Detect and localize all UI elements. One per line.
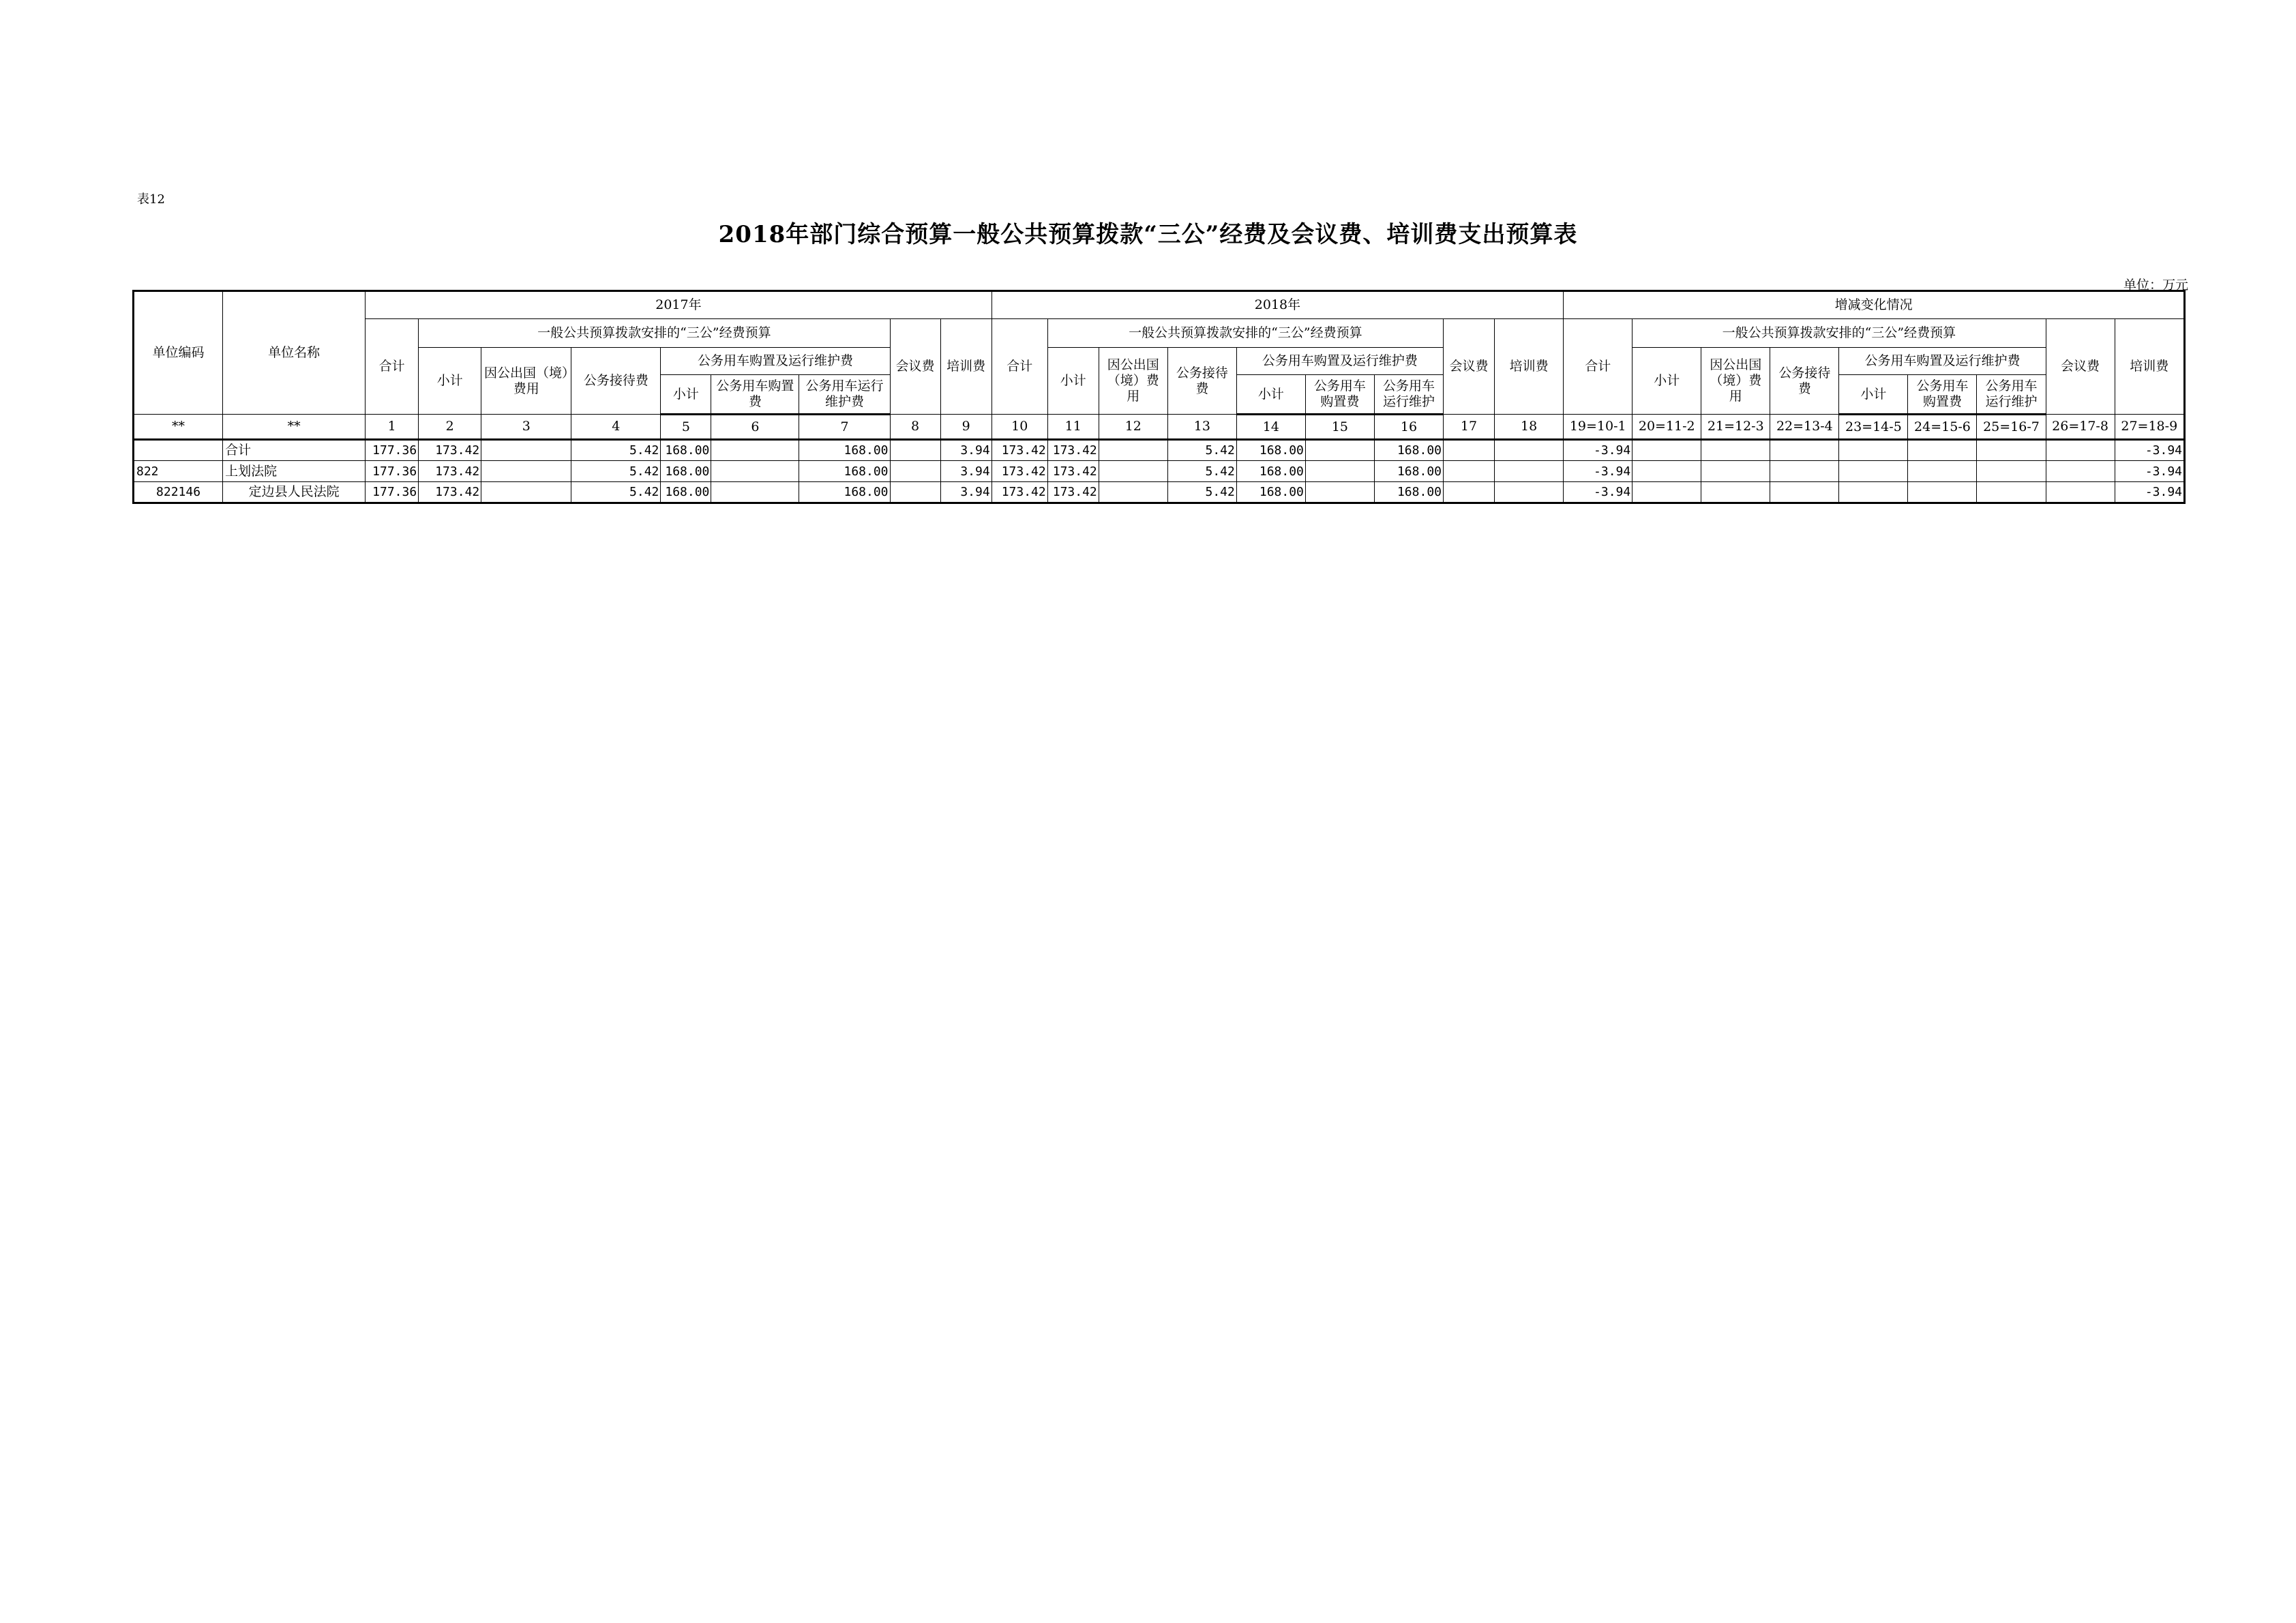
- header-2017-total: 合计: [366, 319, 419, 415]
- header-2018-meeting: 会议费: [1444, 319, 1495, 415]
- cell-value: [481, 440, 571, 461]
- cell-value: [1908, 440, 1977, 461]
- cell-unit-code: 822: [134, 461, 223, 482]
- cell-value: 168.00: [1236, 482, 1305, 503]
- table-number: 表12: [137, 192, 165, 207]
- cell-value: 173.42: [1047, 461, 1099, 482]
- cell-value: [1770, 482, 1839, 503]
- cell-value: [1305, 461, 1374, 482]
- cell-value: [481, 482, 571, 503]
- cell-unit-code: 822146: [134, 482, 223, 503]
- index-cell: 23=14-5: [1839, 415, 1908, 440]
- header-2017: 2017年: [366, 291, 992, 319]
- index-cell: 12: [1099, 415, 1167, 440]
- page-title: 2018年部门综合预算一般公共预算拨款“三公”经费及会议费、培训费支出预算表: [718, 221, 1578, 248]
- index-cell: 5: [661, 415, 711, 440]
- cell-value: 173.42: [419, 482, 481, 503]
- cell-value: [1632, 461, 1701, 482]
- cell-value: 5.42: [571, 482, 661, 503]
- cell-value: 173.42: [419, 461, 481, 482]
- cell-value: [481, 461, 571, 482]
- cell-value: [1770, 461, 1839, 482]
- header-row-2: [134, 319, 2185, 348]
- index-cell: 3: [481, 415, 571, 440]
- cell-value: 3.94: [940, 461, 992, 482]
- header-change-subtotal: 小计: [1632, 348, 1701, 415]
- cell-value: [711, 440, 799, 461]
- header-2018-veh-purchase: 公务用车购置费: [1305, 375, 1374, 415]
- cell-value: [890, 440, 940, 461]
- cell-value: 173.42: [419, 440, 481, 461]
- cell-value: [1099, 440, 1167, 461]
- header-2018-abroad: 因公出国（境）费用: [1099, 348, 1167, 415]
- header-change-veh-subtotal: 小计: [1839, 375, 1908, 415]
- cell-value: [1908, 482, 1977, 503]
- header-change: 增减变化情况: [1564, 291, 2185, 319]
- header-2018-vehicle: 公务用车购置及运行维护费: [1236, 348, 1443, 375]
- cell-value: -3.94: [2115, 440, 2184, 461]
- header-2017-abroad: 因公出国（境）费用: [481, 348, 571, 415]
- index-cell: 25=16-7: [1977, 415, 2046, 440]
- index-cell: 18: [1495, 415, 1564, 440]
- header-2017-training: 培训费: [940, 319, 992, 415]
- cell-unit-name: 合计: [223, 440, 366, 461]
- index-cell: 21=12-3: [1701, 415, 1770, 440]
- cell-value: -3.94: [1564, 482, 1632, 503]
- cell-value: [1305, 440, 1374, 461]
- cell-value: 168.00: [661, 440, 711, 461]
- header-unit-name: 单位名称: [223, 291, 366, 415]
- cell-value: [2046, 482, 2115, 503]
- header-2018-subtotal: 小计: [1047, 348, 1099, 415]
- cell-value: [1099, 461, 1167, 482]
- cell-value: 168.00: [1374, 461, 1443, 482]
- index-cell: 19=10-1: [1564, 415, 1632, 440]
- cell-value: -3.94: [2115, 461, 2184, 482]
- cell-value: 168.00: [799, 440, 890, 461]
- cell-value: [1770, 440, 1839, 461]
- header-2018-veh-subtotal: 小计: [1236, 375, 1305, 415]
- table-row-total: [134, 440, 2185, 461]
- cell-value: [1701, 461, 1770, 482]
- index-cell: 1: [366, 415, 419, 440]
- index-cell: 20=11-2: [1632, 415, 1701, 440]
- header-change-total: 合计: [1564, 319, 1632, 415]
- index-cell: 27=18-9: [2115, 415, 2184, 440]
- cell-value: 177.36: [366, 482, 419, 503]
- cell-value: [2046, 440, 2115, 461]
- index-cell: 7: [799, 415, 890, 440]
- cell-value: [1632, 482, 1701, 503]
- cell-unit-code: [134, 440, 223, 461]
- cell-value: [1977, 440, 2046, 461]
- cell-value: 5.42: [571, 440, 661, 461]
- cell-value: 168.00: [661, 482, 711, 503]
- header-unit-code: 单位编码: [134, 291, 223, 415]
- index-cell: **: [223, 415, 366, 440]
- cell-value: [2046, 461, 2115, 482]
- index-cell: 14: [1236, 415, 1305, 440]
- budget-table: [132, 290, 2186, 504]
- cell-value: [1839, 440, 1908, 461]
- table-row: [134, 461, 2185, 482]
- cell-value: 168.00: [661, 461, 711, 482]
- header-2018: 2018年: [992, 291, 1563, 319]
- header-change-meeting: 会议费: [2046, 319, 2115, 415]
- cell-value: 168.00: [799, 461, 890, 482]
- header-change-reception: 公务接待费: [1770, 348, 1839, 415]
- cell-unit-name: 上划法院: [223, 461, 366, 482]
- header-change-sangong: 一般公共预算拨款安排的“三公”经费预算: [1632, 319, 2046, 348]
- cell-value: [1495, 440, 1564, 461]
- header-change-abroad: 因公出国（境）费用: [1701, 348, 1770, 415]
- cell-value: 168.00: [1236, 440, 1305, 461]
- cell-value: -3.94: [1564, 461, 1632, 482]
- cell-unit-name: 定边县人民法院: [223, 482, 366, 503]
- cell-value: [1908, 461, 1977, 482]
- cell-value: 173.42: [1047, 440, 1099, 461]
- cell-value: -3.94: [1564, 440, 1632, 461]
- cell-value: 173.42: [992, 482, 1047, 503]
- header-change-training: 培训费: [2115, 319, 2184, 415]
- cell-value: 168.00: [1374, 482, 1443, 503]
- header-row-3: [134, 348, 2185, 375]
- cell-value: [1444, 440, 1495, 461]
- header-change-vehicle: 公务用车购置及运行维护费: [1839, 348, 2046, 375]
- cell-value: [1839, 482, 1908, 503]
- cell-value: 173.42: [992, 461, 1047, 482]
- header-change-veh-run: 公务用车运行维护: [1977, 375, 2046, 415]
- header-2017-sangong: 一般公共预算拨款安排的“三公”经费预算: [419, 319, 890, 348]
- cell-value: 177.36: [366, 461, 419, 482]
- index-cell: 11: [1047, 415, 1099, 440]
- header-2018-total: 合计: [992, 319, 1047, 415]
- index-cell: 13: [1167, 415, 1236, 440]
- cell-value: [1444, 482, 1495, 503]
- header-2017-veh-purchase: 公务用车购置费: [711, 375, 799, 415]
- cell-value: [1444, 461, 1495, 482]
- table-row: [134, 482, 2185, 503]
- index-cell: 2: [419, 415, 481, 440]
- cell-value: [1495, 482, 1564, 503]
- index-cell: 10: [992, 415, 1047, 440]
- header-2017-subtotal: 小计: [419, 348, 481, 415]
- header-2018-training: 培训费: [1495, 319, 1564, 415]
- cell-value: [1977, 461, 2046, 482]
- cell-value: [890, 461, 940, 482]
- header-change-veh-purchase: 公务用车购置费: [1908, 375, 1977, 415]
- index-cell: 26=17-8: [2046, 415, 2115, 440]
- header-2017-meeting: 会议费: [890, 319, 940, 415]
- cell-value: 5.42: [1167, 461, 1236, 482]
- cell-value: 177.36: [366, 440, 419, 461]
- cell-value: -3.94: [2115, 482, 2184, 503]
- cell-value: [711, 461, 799, 482]
- header-2018-veh-run: 公务用车运行维护: [1374, 375, 1443, 415]
- cell-value: 168.00: [1374, 440, 1443, 461]
- index-cell: 24=15-6: [1908, 415, 1977, 440]
- unit-note: 单位：万元: [2123, 278, 2188, 293]
- header-row-1: [134, 291, 2185, 319]
- index-cell: 9: [940, 415, 992, 440]
- header-2017-vehicle: 公务用车购置及运行维护费: [661, 348, 890, 375]
- cell-value: [1495, 461, 1564, 482]
- cell-value: [1632, 440, 1701, 461]
- cell-value: 5.42: [571, 461, 661, 482]
- index-cell: 16: [1374, 415, 1443, 440]
- cell-value: 168.00: [1236, 461, 1305, 482]
- cell-value: [711, 482, 799, 503]
- cell-value: [1701, 482, 1770, 503]
- index-cell: 15: [1305, 415, 1374, 440]
- index-cell: 4: [571, 415, 661, 440]
- header-2018-sangong: 一般公共预算拨款安排的“三公”经费预算: [1047, 319, 1443, 348]
- cell-value: [890, 482, 940, 503]
- cell-value: [1099, 482, 1167, 503]
- cell-value: 3.94: [940, 482, 992, 503]
- index-cell: 6: [711, 415, 799, 440]
- cell-value: 168.00: [799, 482, 890, 503]
- cell-value: 5.42: [1167, 482, 1236, 503]
- header-2017-reception: 公务接待费: [571, 348, 661, 415]
- header-2018-reception: 公务接待费: [1167, 348, 1236, 415]
- cell-value: 3.94: [940, 440, 992, 461]
- index-cell: 17: [1444, 415, 1495, 440]
- cell-value: 173.42: [992, 440, 1047, 461]
- cell-value: [1839, 461, 1908, 482]
- cell-value: 5.42: [1167, 440, 1236, 461]
- cell-value: [1701, 440, 1770, 461]
- cell-value: [1305, 482, 1374, 503]
- header-2017-veh-run: 公务用车运行维护费: [799, 375, 890, 415]
- index-cell: **: [134, 415, 223, 440]
- index-cell: 22=13-4: [1770, 415, 1839, 440]
- header-2017-veh-subtotal: 小计: [661, 375, 711, 415]
- cell-value: [1977, 482, 2046, 503]
- index-cell: 8: [890, 415, 940, 440]
- cell-value: 173.42: [1047, 482, 1099, 503]
- index-row: [134, 415, 2185, 440]
